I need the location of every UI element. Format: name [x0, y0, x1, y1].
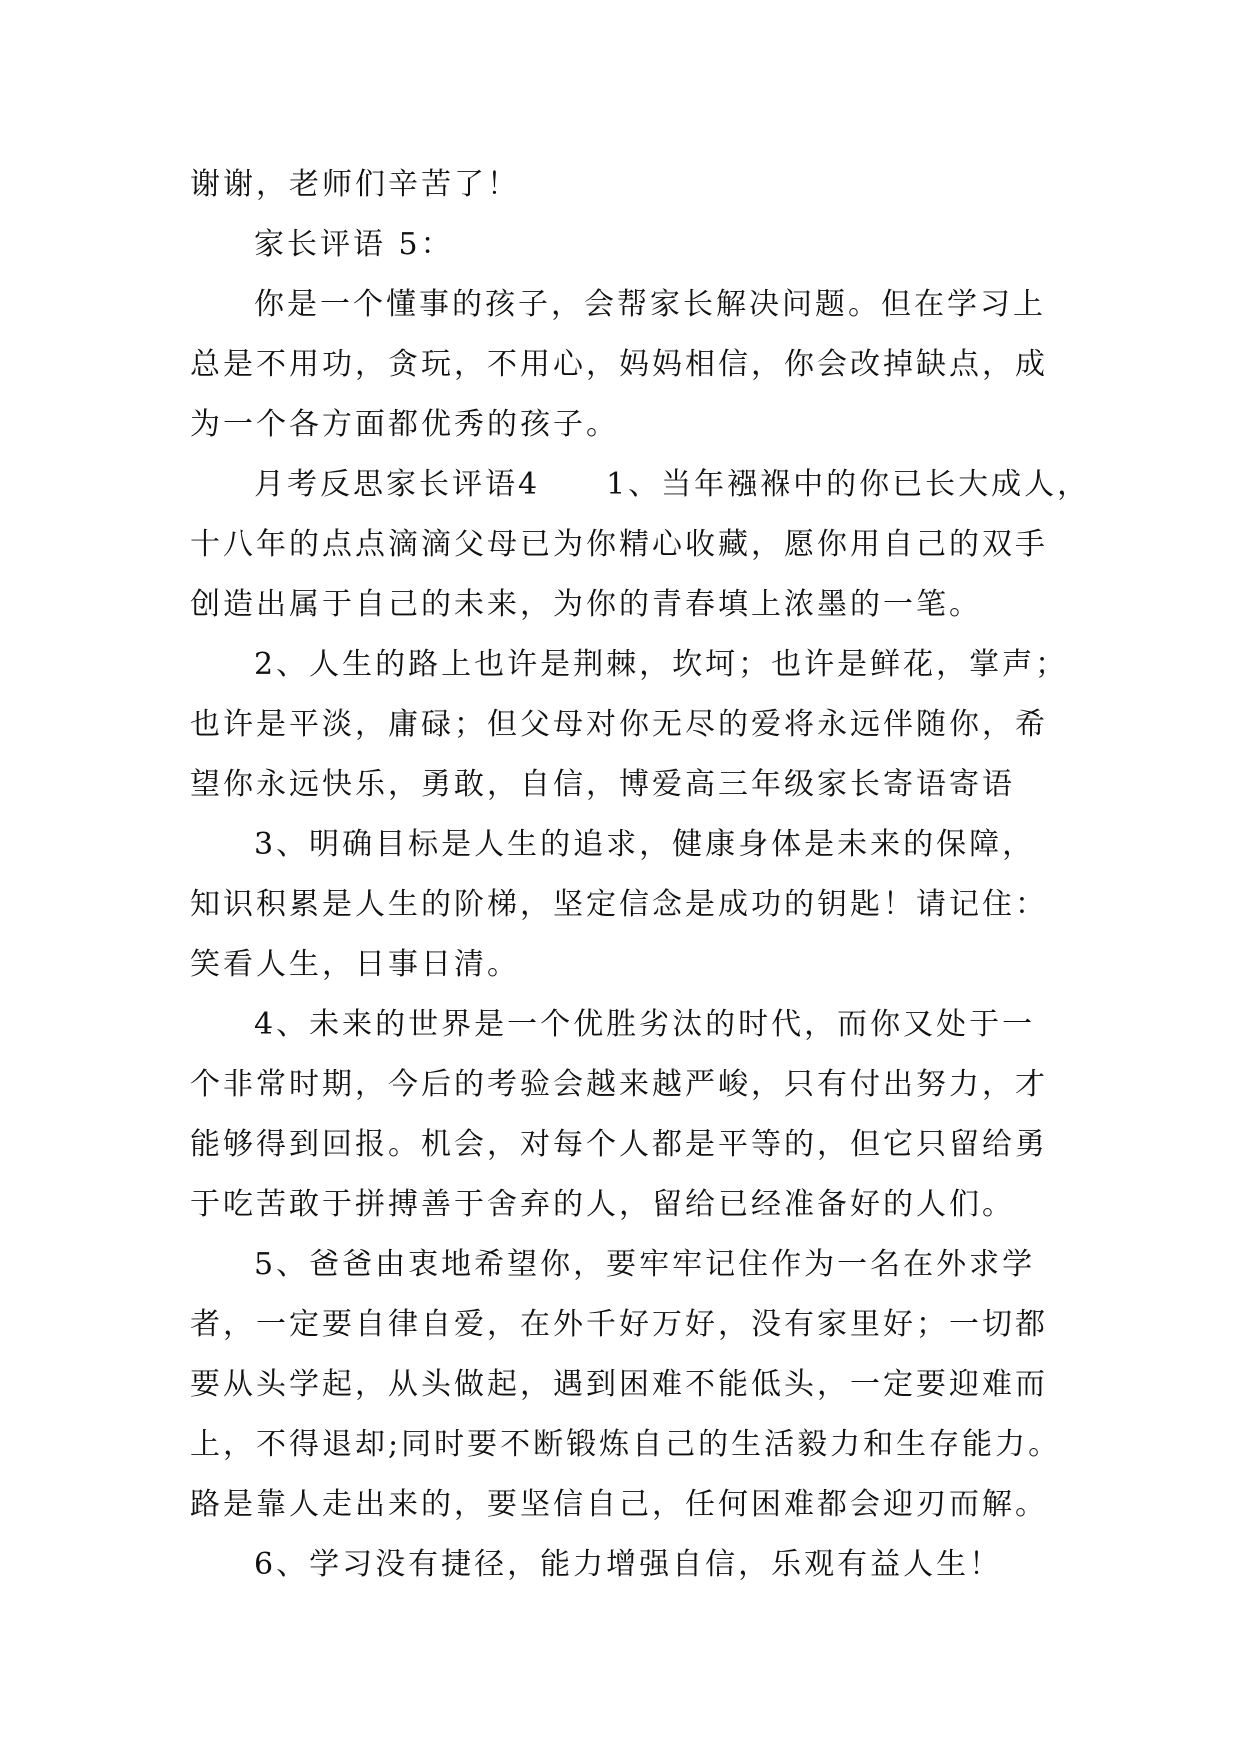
text-line: 月考反思家长评语4 1、当年襁褓中的你已长大成人， [254, 467, 1091, 502]
text-line: 于吃苦敢于拼搏善于舍弃的人，留给已经准备好的人们。 [190, 1187, 1015, 1222]
document-body [190, 155, 1091, 1595]
text-line: 笑看人生，日事日清。 [190, 947, 520, 982]
text-line: 你是一个懂事的孩子，会帮家长解决问题。但在学习上 [254, 287, 1046, 322]
text-line: 4、未来的世界是一个优胜劣汰的时代，而你又处于一 [254, 1007, 1036, 1042]
text-line: 5、爸爸由衷地希望你，要牢牢记住作为一名在外求学 [254, 1247, 1036, 1282]
text-line: 6、学习没有捷径，能力增强自信，乐观有益人生！ [254, 1547, 1003, 1582]
section-heading: 家长评语 5： [254, 227, 454, 262]
text-line: 2、人生的路上也许是荆棘，坎坷；也许是鲜花，掌声； [254, 647, 1069, 682]
text-line: 为一个各方面都优秀的孩子。 [190, 407, 619, 442]
text-line: 望你永远快乐，勇敢，自信，博爱高三年级家长寄语寄语 [190, 767, 1015, 802]
text-line: 谢谢，老师们辛苦了！ [190, 167, 520, 202]
text-line: 上，不得退却;同时要不断锻炼自己的生活毅力和生存能力。 [190, 1427, 1062, 1462]
text-line: 3、明确目标是人生的追求，健康身体是未来的保障， [254, 827, 1036, 862]
text-line: 创造出属于自己的未来，为你的青春填上浓墨的一笔。 [190, 587, 982, 622]
text-line: 十八年的点点滴滴父母已为你精心收藏，愿你用自己的双手 [190, 527, 1048, 562]
text-line: 知识积累是人生的阶梯，坚定信念是成功的钥匙！请记住： [190, 887, 1048, 922]
text-line: 要从头学起，从头做起，遇到困难不能低头，一定要迎难而 [190, 1367, 1048, 1402]
text-line: 能够得到回报。机会，对每个人都是平等的，但它只留给勇 [190, 1127, 1048, 1162]
text-line: 路是靠人走出来的，要坚信自己，任何困难都会迎刃而解。 [190, 1487, 1048, 1522]
text-line: 总是不用功，贪玩，不用心，妈妈相信，你会改掉缺点，成 [190, 347, 1048, 382]
text-line: 者，一定要自律自爱，在外千好万好，没有家里好；一切都 [190, 1307, 1048, 1342]
text-line: 也许是平淡，庸碌；但父母对你无尽的爱将永远伴随你，希 [190, 707, 1048, 742]
text-line: 个非常时期，今后的考验会越来越严峻，只有付出努力，才 [190, 1067, 1048, 1102]
